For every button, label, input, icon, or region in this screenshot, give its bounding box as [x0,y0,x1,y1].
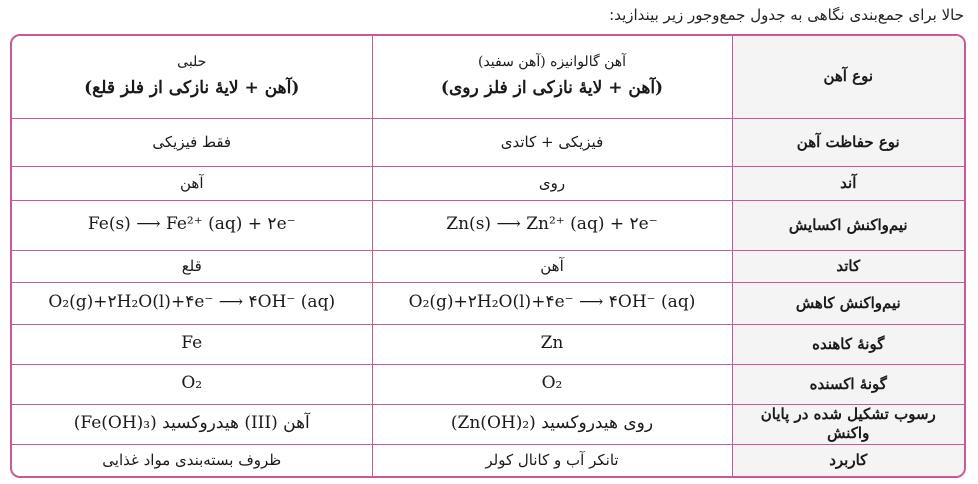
row-label: نیم‌واکنش اکسایش [732,200,964,250]
table-row [12,324,964,364]
header-tinplate-subtitle: حلبی [177,54,207,71]
galvanized-cell: آهن [372,250,732,282]
tinplate-cell: آهن (III) هیدروکسید (Fe(OH)₃) [12,404,372,444]
table-header-row [12,36,964,118]
row-label: کاتد [732,250,964,282]
table-row [12,444,964,476]
row-label: نیم‌واکنش کاهش [732,282,964,324]
tinplate-cell: آهن [12,166,372,200]
galvanized-cell: Zn [372,324,732,364]
table-row [12,118,964,166]
comparison-table-frame [10,34,966,478]
comparison-table [12,36,964,476]
galvanized-cell: O₂ [372,364,732,404]
table-row [12,250,964,282]
tinplate-cell: Fe(s) ⟶ Fe²⁺ (aq) + ۲e⁻ [12,200,372,250]
header-tinplate-title: (آهن + لایهٔ نازکی از فلز قلع) [84,77,300,98]
row-label: آند [732,166,964,200]
table-row [12,364,964,404]
tinplate-cell: قلع [12,250,372,282]
tinplate-cell: ظروف بسته‌بندی مواد غذایی [12,444,372,476]
galvanized-cell: تانکر آب و کانال کولر [372,444,732,476]
header-galvanized-title: (آهن + لایهٔ نازکی از فلز روی) [440,77,664,98]
table-row [12,282,964,324]
header-galvanized-cell [372,36,732,118]
row-label: کاربرد [732,444,964,476]
header-galvanized-subtitle: آهن گالوانیزه (آهن سفید) [477,54,627,71]
table-row [12,200,964,250]
galvanized-cell: روی هیدروکسید (Zn(OH)₂) [372,404,732,444]
galvanized-cell: روی [372,166,732,200]
row-label: رسوب تشکیل شده در پایان واکنش [732,404,964,444]
tinplate-cell: O₂(g)+۲H₂O(l)+۴e⁻ ⟶ ۴OH⁻ (aq) [12,282,372,324]
tinplate-cell: فقط فیزیکی [12,118,372,166]
galvanized-cell: O₂(g)+۲H₂O(l)+۴e⁻ ⟶ ۴OH⁻ (aq) [372,282,732,324]
tinplate-cell: O₂ [12,364,372,404]
row-label: نوع حفاظت آهن [732,118,964,166]
galvanized-cell: فیزیکی + کاتدی [372,118,732,166]
table-row [12,166,964,200]
row-label: گونهٔ کاهنده [732,324,964,364]
row-label: گونهٔ اکسنده [732,364,964,404]
tinplate-cell: Fe [12,324,372,364]
intro-text: حالا برای جمع‌بندی نگاهی به جدول جمع‌وجور زیر بیندازید: [609,6,964,24]
header-label-cell: نوع آهن [732,36,964,118]
header-tinplate-cell [12,36,372,118]
table-row [12,404,964,444]
galvanized-cell: Zn(s) ⟶ Zn²⁺ (aq) + ۲e⁻ [372,200,732,250]
